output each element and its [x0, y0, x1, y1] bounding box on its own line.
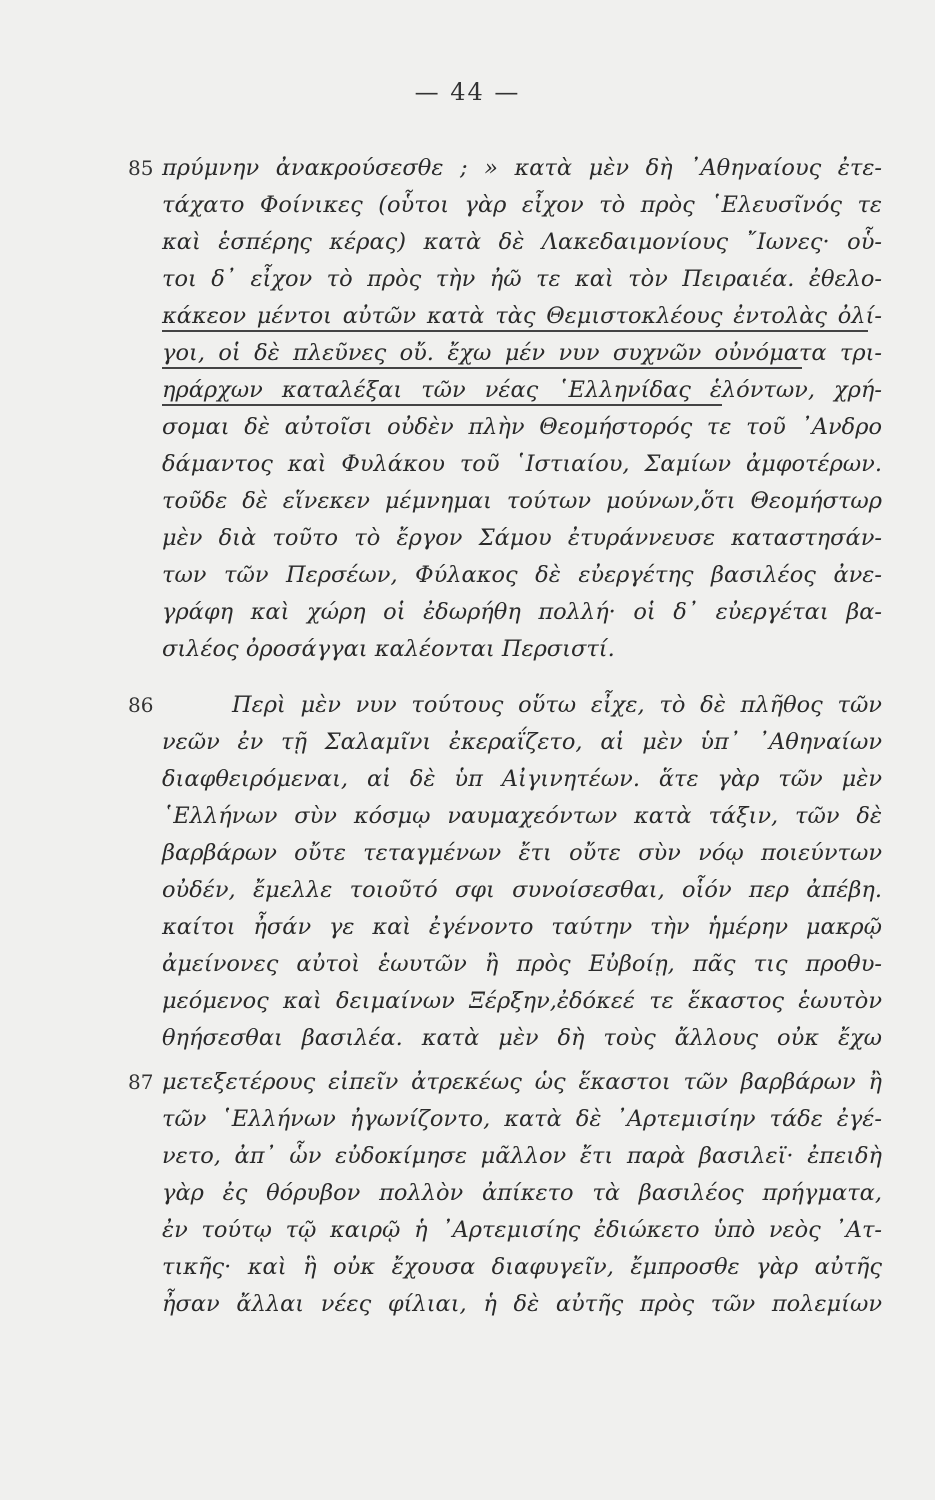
text-line: κάκεον μέντοι αὐτῶν κατὰ τὰς Θεμιστοκλέους ἐντολὰς ὀλί- — [162, 303, 882, 329]
margin-chapter-number: 87 — [128, 1070, 154, 1094]
text-line: νετο, ἀπ᾽ ὧν εὐδοκίμησε μᾶλλον ἔτι παρὰ βασιλεϊ· ἐπειδὴ — [162, 1143, 882, 1169]
text-line: Περὶ μὲν νυν τούτους οὕτω εἶχε, τὸ δὲ πλῆθος τῶν — [232, 692, 882, 718]
text-line: τάχατο Φοίνικες (οὗτοι γὰρ εἶχον τὸ πρὸς ῾Ελευσῖνός τε — [162, 192, 882, 218]
text-line: των τῶν Περσέων, Φύλακος δὲ εὐεργέτης βασιλέος ἀνε- — [162, 562, 882, 588]
text-line: ηράρχων καταλέξαι τῶν νέας ῾Ελληνίδας ἑλόντων, χρή- — [162, 377, 882, 403]
text-line: μὲν διὰ τοῦτο τὸ ἔργον Σάμου ἐτυράννευσε καταστησάν- — [162, 525, 882, 551]
text-line: μετεξετέρους εἰπεῖν ἀτρεκέως ὡς ἕκαστοι τῶν βαρβάρων ἢ — [162, 1069, 882, 1095]
text-line: σιλέος ὀροσάγγαι καλέονται Περσιστί. — [162, 636, 615, 662]
margin-chapter-number: 85 — [128, 156, 154, 180]
text-line: καὶ ἑσπέρης κέρας) κατὰ δὲ Λακεδαιμονίους ῎Ιωνες· οὗ- — [162, 229, 882, 255]
text-line: τικῆς· καὶ ἣ οὐκ ἔχουσα διαφυγεῖν, ἔμπροσθε γὰρ αὐτῆς — [162, 1254, 882, 1280]
text-line: τοῦδε δὲ εἵνεκεν μέμνημαι τούτων μούνων,ὅτι Θεομήστωρ — [162, 488, 882, 514]
text-line: διαφθειρόμεναι, αἱ δὲ ὑπ Αἰγινητέων. ἅτε γὰρ τῶν μὲν — [162, 766, 882, 792]
text-line: ἐν τούτῳ τῷ καιρῷ ἡ ᾽Αρτεμισίης ἐδιώκετο ὑπὸ νεὸς ᾽Ατ- — [162, 1217, 882, 1243]
text-line: ῾Ελλήνων σὺν κόσμῳ ναυμαχεόντων κατὰ τάξιν, τῶν δὲ — [162, 803, 882, 829]
text-line: γοι, οἱ δὲ πλεῦνες οὔ. ἔχω μέν νυν συχνῶν οὐνόματα τρι- — [162, 340, 882, 366]
text-line: γράφη καὶ χώρη οἱ ἐδωρήθη πολλή· οἱ δ᾽ εὐεργέται βα- — [162, 599, 882, 625]
text-line: ἦσαν ἄλλαι νέες φίλιαι, ἡ δὲ αὐτῆς πρὸς τῶν πολεμίων — [162, 1291, 882, 1317]
text-line: πρύμνην ἀνακρούσεσθε ; » κατὰ μὲν δὴ ᾽Αθηναίους ἐτε- — [162, 155, 882, 181]
text-line: βαρβάρων οὔτε τεταγμένων ἔτι οὔτε σὺν νόῳ ποιεύντων — [162, 840, 882, 866]
pencil-underline — [162, 404, 722, 406]
page-number: — 44 — — [414, 78, 521, 106]
text-line: γὰρ ἐς θόρυβον πολλὸν ἀπίκετο τὰ βασιλέος πρήγματα, — [162, 1180, 882, 1206]
text-line: δάμαντος καὶ Φυλάκου τοῦ ῾Ιστιαίου, Σαμίων ἀμφοτέρων. — [162, 451, 882, 477]
text-line: θηήσεσθαι βασιλέα. κατὰ μὲν δὴ τοὺς ἄλλους οὐκ ἔχω — [162, 1025, 882, 1051]
pencil-underline — [162, 367, 802, 369]
text-line: καίτοι ἦσάν γε καὶ ἐγένοντο ταύτην τὴν ἡμέρην μακρῷ — [162, 914, 882, 940]
margin-chapter-number: 86 — [128, 693, 154, 717]
text-line: οὐδέν, ἔμελλε τοιοῦτό σφι συνοίσεσθαι, οἷόν περ ἀπέβη. — [162, 877, 882, 903]
text-line: μεόμενος καὶ δειμαίνων Ξέρξην,ἐδόκεέ τε ἕκαστος ἑωυτὸν — [162, 988, 882, 1014]
text-line: ἀμείνονες αὐτοὶ ἑωυτῶν ἢ πρὸς Εὐβοίῃ, πᾶς τις προθυ- — [162, 951, 882, 977]
text-line: τῶν ῾Ελλήνων ἠγωνίζοντο, κατὰ δὲ ᾽Αρτεμισίην τάδε ἐγέ- — [162, 1106, 882, 1132]
text-line: νεῶν ἐν τῇ Σαλαμῖνι ἐκεραΐζετο, αἱ μὲν ὑπ᾽ ᾽Αθηναίων — [162, 729, 882, 755]
pencil-underline — [162, 330, 868, 332]
text-line: τοι δ᾽ εἶχον τὸ πρὸς τὴν ἠῶ τε καὶ τὸν Πειραιέα. ἐθελο- — [162, 266, 882, 292]
text-line: σομαι δὲ αὐτοῖσι οὐδὲν πλὴν Θεομήστορός τε τοῦ ᾽Ανδρο — [162, 414, 882, 440]
